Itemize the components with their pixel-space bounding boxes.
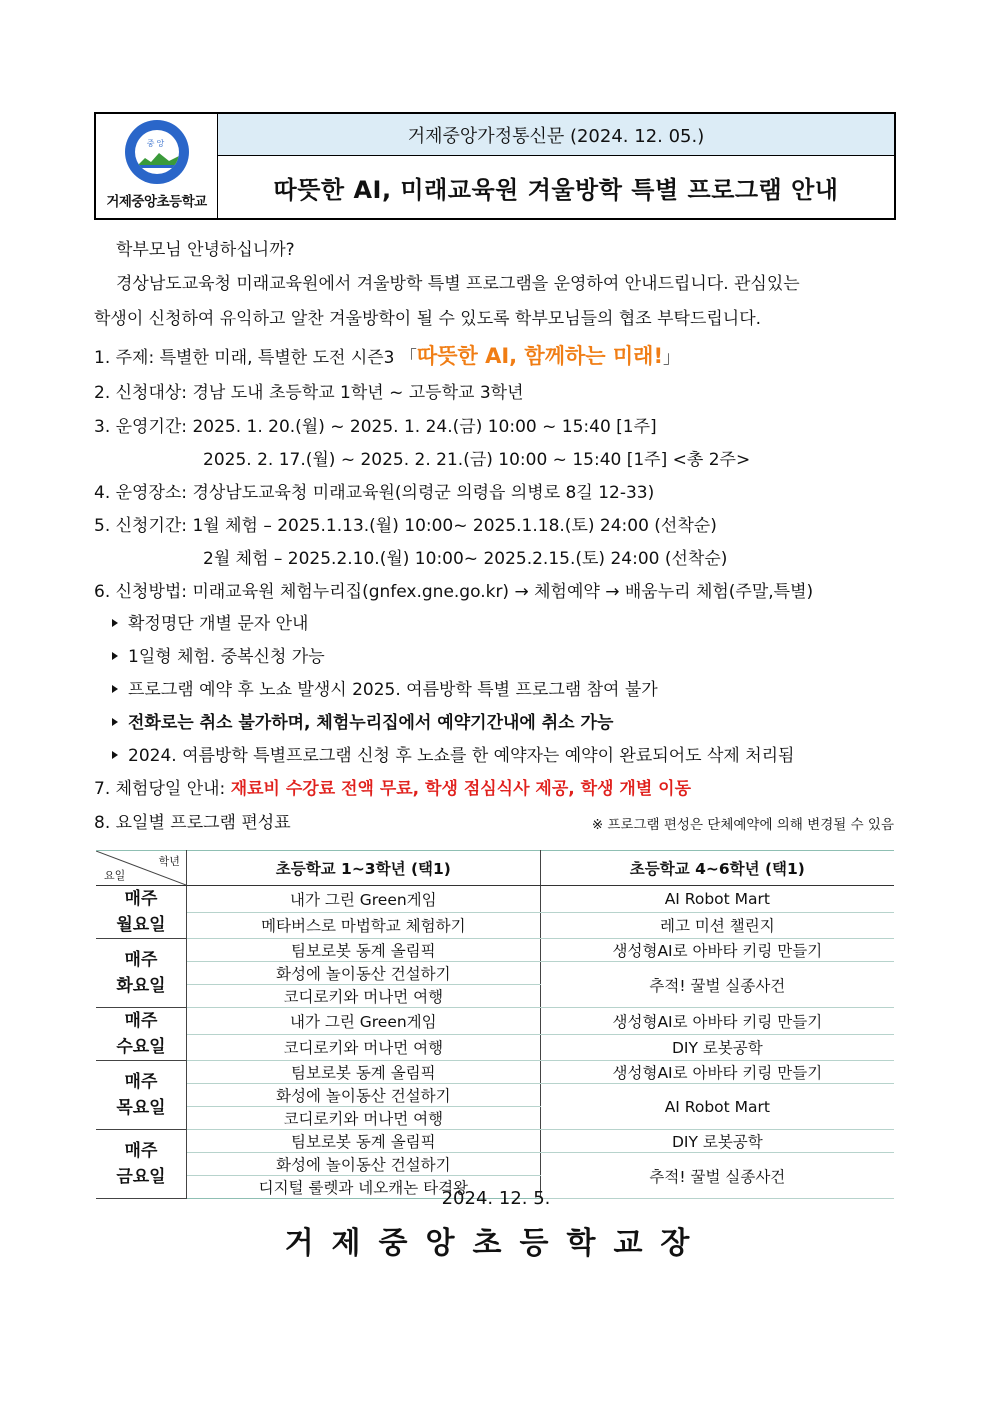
item-location: 4. 운영장소: 경상남도교육청 미래교육원(의령군 의령읍 의병로 8길 12-33) (94, 483, 655, 503)
table-cell: 팀보로봇 동계 올림픽 (186, 1061, 540, 1084)
item-theme-close: 」 (663, 348, 681, 368)
table-cell: 생성형AI로 아바타 키링 만들기 (540, 1008, 894, 1035)
bullet-3 (112, 678, 658, 702)
item-target: 2. 신청대상: 경남 도내 초등학교 1학년 ~ 고등학교 3학년 (94, 383, 524, 403)
corner-grade-label: 학년 (158, 855, 180, 868)
principal-signature: 거제중앙초등학교장 (284, 1226, 708, 1261)
table-row (96, 1008, 894, 1035)
table-row (96, 939, 894, 962)
table-row (96, 1130, 894, 1153)
bullet-text: 2024. 여름방학 특별프로그램 신청 후 노쇼를 한 예약자는 예약이 완료되어도 삭제 처리됨 (128, 746, 795, 766)
schedule-note: ※ 프로그램 편성은 단체예약에 의해 변경될 수 있음 (591, 817, 894, 833)
bullet-triangle-icon (112, 751, 118, 759)
table-row (96, 886, 894, 913)
table-cell: AI Robot Mart (540, 1084, 894, 1130)
table-cell: 화성에 놀이동산 건설하기 (186, 1153, 540, 1176)
table-cell: 팀보로봇 동계 올림픽 (186, 1130, 540, 1153)
table-row (96, 1061, 894, 1084)
bullet-1 (112, 612, 308, 636)
item-application-2: 2월 체험 – 2025.2.10.(월) 10:00~ 2025.2.15.(토) 24:00 (선착순) (203, 549, 728, 569)
header-box (94, 112, 896, 220)
newsletter-label: 거제중앙가정통신문 (2024. 12. 05.) (218, 114, 894, 156)
item-day-info-label: 7. 체험당일 안내: (94, 779, 231, 799)
table-row (96, 962, 894, 985)
item-schedule-heading: 8. 요일별 프로그램 편성표 (94, 813, 291, 833)
mountain-icon (135, 150, 179, 168)
table-cell: 코디로키와 머나먼 여행 (186, 1034, 540, 1061)
column-header-grade-4-6: 초등학교 4~6학년 (택1) (540, 851, 894, 886)
table-cell: 추적! 꿀벌 실종사건 (540, 1153, 894, 1199)
school-logo-cell (96, 114, 218, 218)
table-cell: 팀보로봇 동계 올림픽 (186, 939, 540, 962)
bullet-text: 프로그램 예약 후 노쇼 발생시 2025. 여름방학 특별 프로그램 참여 불가 (128, 680, 658, 700)
school-emblem-icon (125, 120, 189, 184)
item-day-info (94, 777, 691, 801)
bullet-4 (112, 711, 613, 735)
bullet-text: 전화로는 취소 불가하며, 체험누리집에서 예약기간내에 취소 가능 (128, 713, 614, 733)
table-cell: DIY 로봇공학 (540, 1130, 894, 1153)
item-theme (94, 344, 680, 370)
day-cell-wednesday: 매주 수요일 (96, 1008, 186, 1061)
column-header-grade-1-3: 초등학교 1~3학년 (택1) (186, 851, 540, 886)
bullet-text: 1일형 체험. 중복신청 가능 (128, 647, 325, 667)
day-cell-tuesday: 매주 화요일 (96, 939, 186, 1008)
table-cell: 코디로키와 머나먼 여행 (186, 985, 540, 1008)
school-name: 거제중앙초등학교 (106, 194, 207, 210)
table-cell: 코디로키와 머나먼 여행 (186, 1107, 540, 1130)
day-info-highlight: 재료비 수강료 전액 무료, 학생 점심식사 제공, 학생 개별 이동 (230, 779, 692, 799)
bullet-triangle-icon (112, 718, 118, 726)
intro-paragraph-line1: 경상남도교육청 미래교육원에서 겨울방학 특별 프로그램을 운영하여 안내드립니다. 관심있는 (116, 274, 800, 294)
table-cell: 메타버스로 마법학교 체험하기 (186, 912, 540, 939)
table-cell: 내가 그린 Green게임 (186, 1008, 540, 1035)
emblem-text: 중앙 (146, 139, 167, 148)
table-cell: 생성형AI로 아바타 키링 만들기 (540, 939, 894, 962)
greeting: 학부모님 안녕하십니까? (116, 240, 295, 260)
table-header-row (96, 851, 894, 886)
intro-paragraph-line2: 학생이 신청하여 유익하고 알찬 겨울방학이 될 수 있도록 학부모님들의 협조 부탁드립니다. (94, 309, 762, 329)
page-title: 따뜻한 AI, 미래교육원 겨울방학 특별 프로그램 안내 (273, 175, 839, 204)
table-cell: AI Robot Mart (540, 886, 894, 913)
table-cell: 내가 그린 Green게임 (186, 886, 540, 913)
bullet-text: 확정명단 개별 문자 안내 (128, 614, 309, 634)
table-cell: 화성에 놀이동산 건설하기 (186, 962, 540, 985)
table-row (96, 1034, 894, 1061)
footer-date: 2024. 12. 5. (441, 1188, 551, 1209)
bullet-triangle-icon (112, 652, 118, 660)
bullet-5 (112, 744, 794, 768)
table-cell: 추적! 꿀벌 실종사건 (540, 962, 894, 1008)
item-application-1: 5. 신청기간: 1월 체험 – 2025.1.13.(월) 10:00~ 2025.1.18.(토) 24:00 (선착순) (94, 516, 717, 536)
item-period-2: 2025. 2. 17.(월) ~ 2025. 2. 21.(금) 10:00 ~ 15:40 [1주] <총 2주> (203, 450, 751, 470)
day-cell-thursday: 매주 목요일 (96, 1061, 186, 1130)
day-cell-friday: 매주 금요일 (96, 1130, 186, 1199)
table-cell: 생성형AI로 아바타 키링 만들기 (540, 1061, 894, 1084)
table-cell: 화성에 놀이동산 건설하기 (186, 1084, 540, 1107)
table-cell: DIY 로봇공학 (540, 1034, 894, 1061)
table-cell: 레고 미션 챌린지 (540, 912, 894, 939)
corner-day-label: 요일 (104, 869, 126, 882)
item-method: 6. 신청방법: 미래교육원 체험누리집(gnfex.gne.go.kr) → 체험예약 → 배움누리 체험(주말,특별) (94, 582, 814, 602)
theme-highlight: 따뜻한 AI, 함께하는 미래! (416, 344, 664, 368)
item-theme-label: 1. 주제: 특별한 미래, 특별한 도전 시즌3 「 (94, 348, 417, 368)
day-cell-monday: 매주 월요일 (96, 886, 186, 939)
bullet-triangle-icon (112, 685, 118, 693)
table-row (96, 912, 894, 939)
table-row (96, 1153, 894, 1176)
table-cell: 디지털 룰렛과 네오캐논 타격왕 (186, 1176, 540, 1199)
table-row (96, 1084, 894, 1107)
bullet-triangle-icon (112, 619, 118, 627)
item-period-1: 3. 운영기간: 2025. 1. 20.(월) ~ 2025. 1. 24.(금) 10:00 ~ 15:40 [1주] (94, 417, 657, 437)
table-corner-cell (96, 851, 186, 886)
schedule-table (96, 850, 894, 1199)
bullet-2 (112, 645, 325, 669)
